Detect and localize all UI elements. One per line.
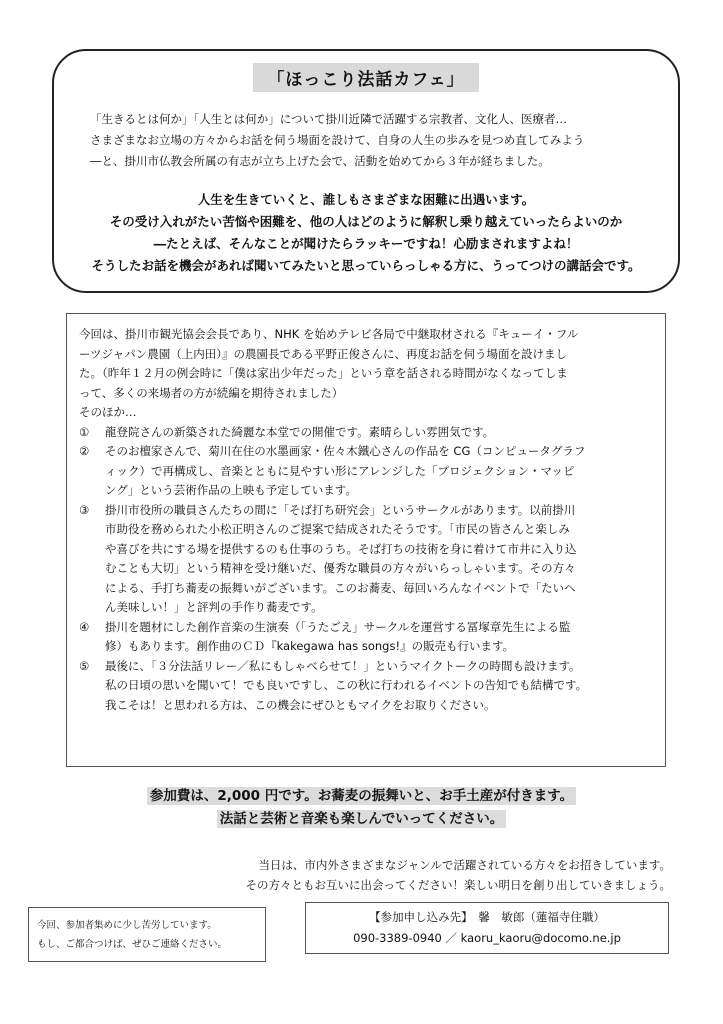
item-number: ① [79, 424, 90, 439]
title-wrap [54, 63, 678, 92]
item-text [105, 657, 587, 716]
list-item [79, 501, 665, 618]
lead-line: ーツジャパン農園（上内田）』の農園長である平野正俊さんに、再度お話を伺う場面を設けまし [79, 346, 568, 361]
bold-line: 人生を生きていくと、誰しもさまざまな困難に出遇います。 [197, 192, 535, 207]
item-line: むことも大切」という精神を受け継いだ、優秀な職員の方々がいらっしゃいます。その方々 [105, 561, 576, 575]
item-line: 龍登院さんの新築された綺麗な本堂での開催です。素晴らしい雰囲気です。 [105, 424, 495, 439]
item-line: による、手打ち蕎麦の振舞いがございます。このお蕎麦、毎回いろんなイベントで「たいへ [105, 580, 576, 595]
item-text [105, 618, 570, 657]
item-line: ん美味しい！」と評判の手作り蕎麦です。 [105, 600, 323, 614]
item-number: ⑤ [79, 658, 90, 673]
contact-box [305, 902, 669, 954]
item-text [105, 442, 585, 501]
handwritten-note [28, 907, 266, 962]
bold-line: その受け入れがたい苦悩や困難を、他の人はどのように解釈し乗り越えていったらよいのか [109, 214, 623, 229]
detail-box [66, 313, 666, 767]
intro-line: さまざまなお立場の方々からお話を伺う場面を設けて、自身の人生の歩みを見つめ直してみよう [90, 133, 585, 147]
lead-line: た。（昨年１２月の例会時に「僕は家出少年だった」という章を話される時間がなくなってしま [79, 366, 568, 380]
item-number: ③ [79, 502, 90, 517]
list-item [79, 657, 665, 716]
fee-notice [0, 785, 723, 831]
list-item [79, 442, 665, 501]
item-line: 修）もあります。創作曲のＣＤ『kakegawa has songs!』の販売も行います。 [105, 639, 515, 653]
closing-message [0, 855, 671, 895]
contact-name: 【参加申し込み先】 馨 敏郎（蓮福寺住職） [369, 910, 605, 924]
list-item [79, 423, 665, 443]
item-line: ング」という芸術作品の上映も予定しています。 [105, 483, 357, 497]
intro-box [52, 49, 680, 293]
item-number: ④ [79, 619, 90, 634]
fee-line: 参加費は、2,000 円です。お蕎麦の振舞いと、お手土産が付きます。 [147, 787, 576, 805]
item-text [105, 423, 494, 443]
lead-line: って、多くの来場者の方が続編を期待されました） [79, 385, 344, 400]
item-line: 掛川を題材にした創作音楽の生演奏（「うたごえ」サークルを運営する冨塚章先生による監 [105, 619, 571, 634]
item-line: 私の日頃の思いを聞いて！でも良いですし、この秋に行われるイベントの告知でも結構です。 [105, 678, 588, 692]
list-item [79, 618, 665, 657]
item-line: 最後に、「３分法話リレー／私にもしゃべらせて！」というマイクトークの時間も設けます。 [105, 658, 581, 673]
lead-line: 今回は、掛川市観光協会会長であり、NHK を始めテレビ各局で中継取材される『キューイ・フル [79, 327, 579, 341]
closing-line: 当日は、市内外さまざまなジャンルで活躍されている方々をお招きしています。 [258, 858, 671, 872]
bold-line: そうしたお話を機会があれば聞いてみたいと思っていらっしゃる方に、うってつけの講話会です。 [91, 258, 641, 273]
other-heading: そのほか… [79, 405, 137, 419]
intro-line: ―と、掛川市仏教会所属の有志が立ち上げた会で、活動を始めてから３年が経ちました。 [90, 154, 550, 168]
item-line: 我こそは！と思われる方は、この機会にぜひともマイクをお取りください。 [105, 697, 496, 712]
item-number: ② [79, 444, 90, 458]
item-text [105, 501, 577, 618]
contact-details: 090-3389-0940 ／ kaoru_kaoru@docomo.ne.jp [353, 931, 621, 945]
item-line: 市助役を務められた小松正明さんのご提案で結成されたそうです。「市民の皆さんと楽しみ [105, 522, 570, 536]
page-title: 「ほっこり法話カフェ」 [253, 63, 478, 92]
note-line: もし、ご都合つけば、ぜひご連絡ください。 [37, 939, 228, 950]
intro-paragraph [90, 109, 658, 172]
item-line: ィック）で再構成し、音楽とともに見やすい形にアレンジした「プロジェクション・マッピ [105, 463, 575, 478]
bold-line: ―たとえば、そんなことが聞けたらラッキーですね！心励まされますよね！ [153, 236, 579, 251]
item-line: や喜びを共にする場を提供するのも仕事のうち。そば打ちの技術を身に着けて市井に入り込 [105, 541, 577, 556]
intro-bold-message [54, 189, 678, 277]
intro-line: 「生きるとは何か」「人生とは何か」について掛川近隣で活躍する宗教者、文化人、医療者… [90, 112, 568, 126]
item-line: そのお檀家さんで、菊川在住の水墨画家・佐々木鐵心さんの作品を CG（コンピュータグラフ [105, 444, 586, 458]
item-line: 掛川市役所の職員さんたちの間に「そば打ち研究会」というサークルがあります。以前掛川 [105, 502, 576, 517]
closing-line: その方々ともお互いに出会ってください！楽しい明日を創り出していきましょう。 [245, 878, 671, 892]
note-line: 今回、参加者集めに少し苦労しています。 [37, 920, 217, 931]
fee-line: 法話と芸術と音楽も楽しんでいってください。 [217, 810, 507, 828]
